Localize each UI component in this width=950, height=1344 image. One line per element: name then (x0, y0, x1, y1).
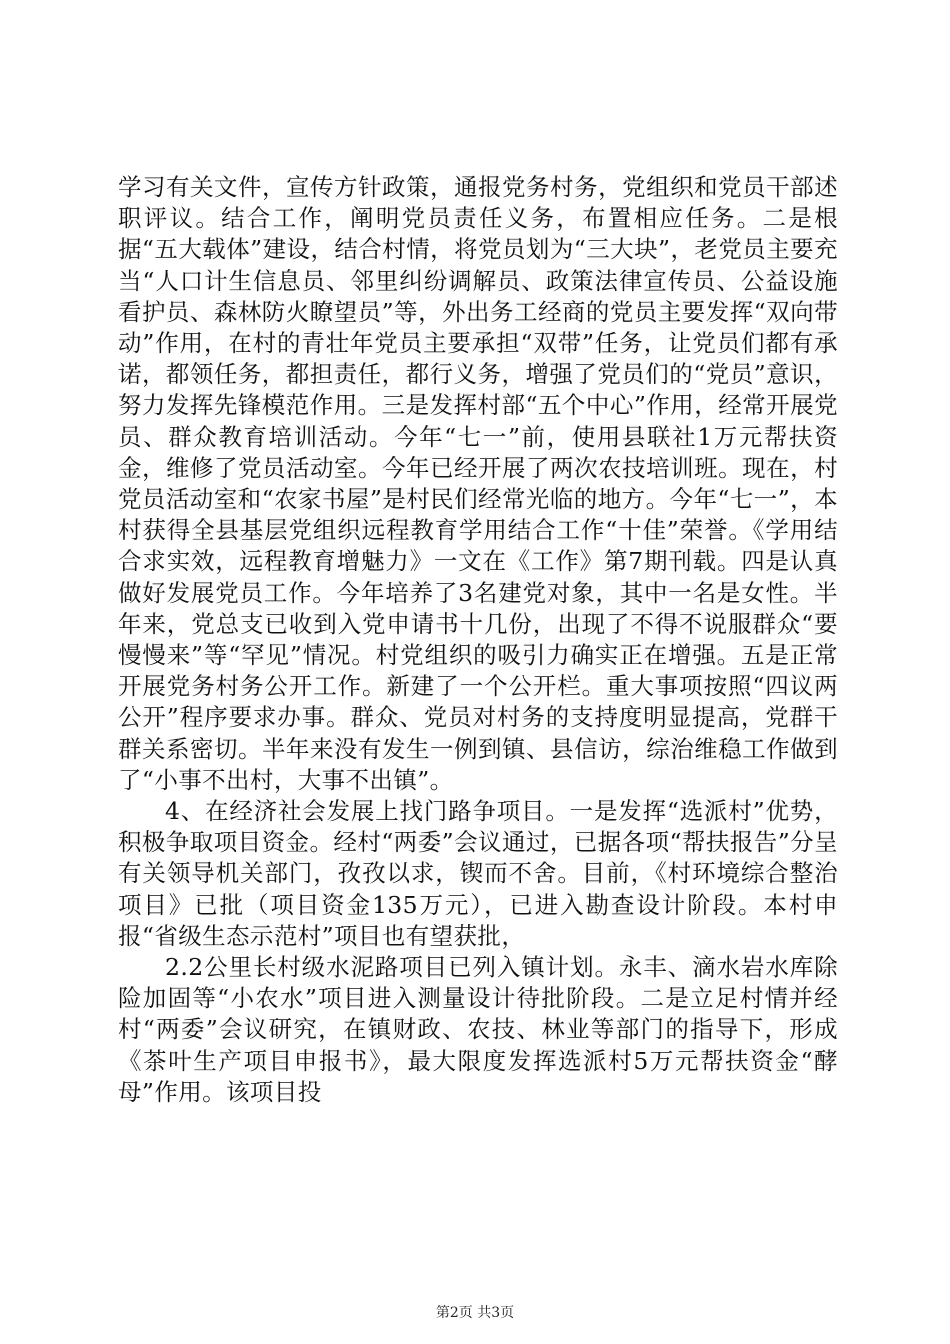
paragraph-2: 4、在经济社会发展上找门路争项目。一是发挥“选派村”优势，积极争取项目资金。经村“两委”会议通过，已据各项“帮扶报告”分呈有关领导机关部门，孜孜以求，锲而不舍。目前，《村环境综合整治项目》已批（项目资金135万元），已进入勘查设计阶段。本村申报“省级生态示范村”项目也有望获批， (118, 797, 838, 950)
page-footer: 第2页 共3页 (435, 1305, 515, 1321)
body-text (118, 172, 838, 1108)
paragraph-1: 学习有关文件，宣传方针政策，通报党务村务，党组织和党员干部述职评议。结合工作，阐明党员责任义务，布置相应任务。二是根据“五大载体”建设，结合村情，将党员划为“三大块”，老党员主要充当“人口计生信息员、邻里纠纷调解员、政策法律宣传员、公益设施看护员、森林防火瞭望员”等，外出务工经商的党员主要发挥“双向带动”作用，在村的青壮年党员主要承担“双带”任务，让党员们都有承诺，都领任务，都担责任，都行义务，增强了党员们的“党员”意识，努力发挥先锋模范作用。三是发挥村部“五个中心”作用，经常开展党员、群众教育培训活动。今年“七一”前，使用县联社1万元帮扶资金，维修了党员活动室。今年已经开展了两次农技培训班。现在，村党员活动室和“农家书屋”是村民们经常光临的地方。今年“七一”，本村获得全县基层党组织远程教育学用结合工作“十佳”荣誉。《学用结合求实效，远程教育增魅力》一文在《工作》第7期刊载。四是认真做好发展党员工作。今年培养了3名建党对象，其中一名是女性。半年来，党总支已收到入党申请书十几份，出现了不得不说服群众“要慢慢来”等“罕见”情况。村党组织的吸引力确实正在增强。五是正常开展党务村务公开工作。新建了一个公开栏。重大事项按照“四议两公开”程序要求办事。群众、党员对村务的支持度明显提高，党群干群关系密切。半年来没有发生一例到镇、县信访，综治维稳工作做到了“小事不出村，大事不出镇”。 (118, 173, 838, 794)
paragraph-3: 2.2公里长村级水泥路项目已列入镇计划。永丰、滴水岩水库除险加固等“小农水”项目进入测量设计待批阶段。二是立足村情并经村“两委”会议研究，在镇财政、农技、林业等部门的指导下，形成《茶叶生产项目申报书》，最大限度发挥选派村5万元帮扶资金“酵母”作用。该项目投 (118, 953, 838, 1106)
